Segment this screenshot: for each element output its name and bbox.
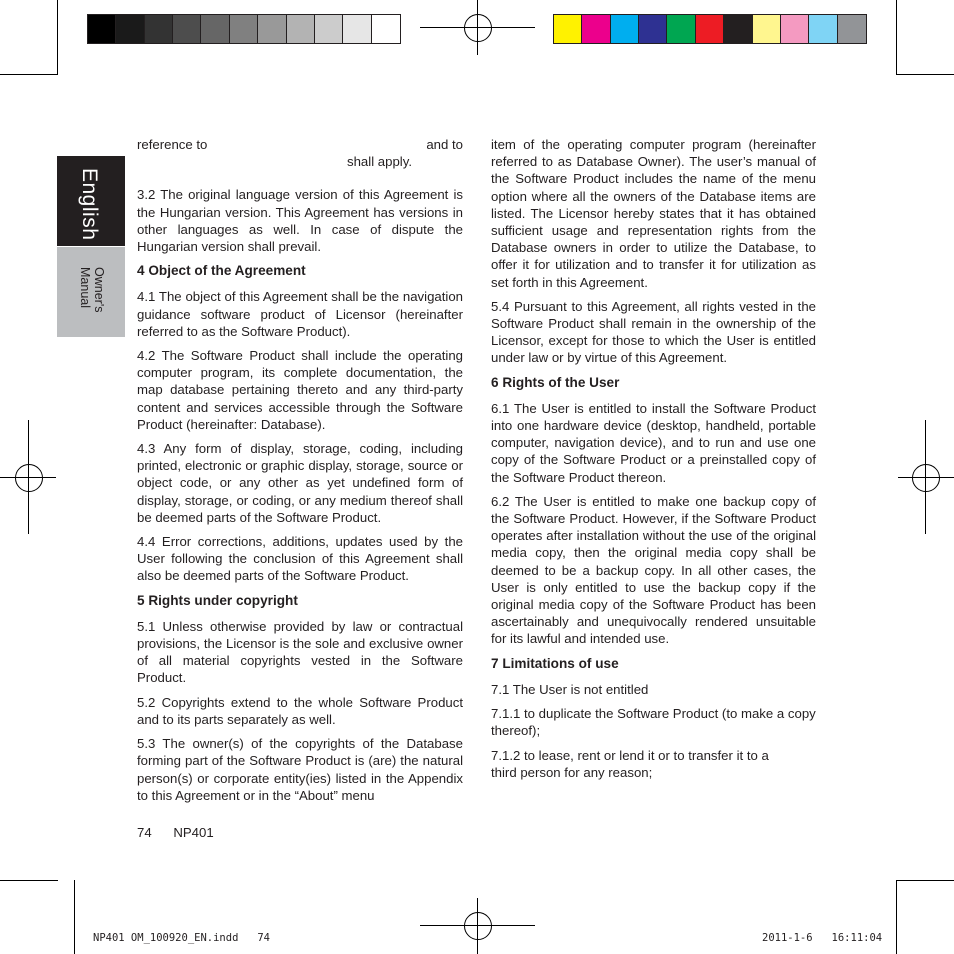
process-swatch	[667, 15, 695, 43]
language-tab-label: English	[78, 168, 101, 241]
left-column	[137, 136, 463, 811]
grayscale-swatch	[343, 15, 371, 43]
process-swatch	[838, 15, 866, 43]
grayscale-color-bar	[87, 14, 401, 44]
intro-line-1-end: and to	[426, 137, 463, 152]
process-color-bar	[553, 14, 867, 44]
paragraph-6-1: 6.1 The User is entitled to install the Software Product into one hardware device (desktop, handheld, portable computer, navigation device), and to run and use one copy of the Software Product or a preinstalled copy of the Software Product thereon.	[491, 400, 816, 485]
crop-mark-top-right-v	[896, 0, 897, 75]
crop-mark-bottom-right-h	[896, 880, 954, 881]
right-column	[491, 136, 816, 788]
process-swatch	[781, 15, 809, 43]
process-swatch	[724, 15, 752, 43]
crop-mark-top-right-h	[896, 74, 954, 75]
page-number: 74	[137, 825, 152, 840]
intro-line-2: shall apply.	[347, 154, 412, 170]
crop-mark-top-left-h	[0, 74, 58, 75]
process-swatch	[809, 15, 837, 43]
paragraph-7-1: 7.1 The User is not entitled	[491, 681, 649, 697]
paragraph-4-2: 4.2 The Software Product shall include the operating computer program, its complete documentation, the map database pertaining thereto and any third-party content and services accessible through the Software Product (hereinafter: Database).	[137, 348, 463, 432]
crop-mark-top-left-v	[57, 0, 58, 75]
grayscale-swatch	[145, 15, 173, 43]
paragraph-5-3-continued: item of the operating computer program (hereinafter referred to as Database Owner). The user’s manual of the Software Product includes the name of the menu option where all the owners of the Database items are listed. The Licensor hereby states that it has obtained sufficient usage and representation rights from the Database owners in order to utilize the Database, to offer it for utilization and to transfer it for utilization as set forth in this Agreement.	[491, 137, 816, 290]
paragraph-4-3: 4.3 Any form of display, storage, coding, including printed, electronic or graphic display, storage, source or object code, or any other as yet undefined form of display, storage, or coding, or any medium thereof shall be deemed parts of the Software Product.	[137, 441, 463, 525]
crop-mark-bottom-left-h	[0, 880, 58, 881]
process-swatch	[554, 15, 582, 43]
paragraph-5-1: 5.1 Unless otherwise provided by law or contractual provisions, the Licensor is the sole and exclusive owner of all material copyrights vested in the Software Product.	[137, 618, 463, 686]
grayscale-swatch	[258, 15, 286, 43]
heading-section-7: 7 Limitations of use	[491, 655, 619, 671]
paragraph-5-3: 5.3 The owner(s) of the copyrights of the Database forming part of the Software Product is (are) the natural person(s) or corporate entity(ies) listed in the Appendix to this Agreement or in the “About” menu	[137, 736, 463, 803]
grayscale-swatch	[173, 15, 201, 43]
section-tab-label: Owner's Manual	[78, 267, 106, 313]
process-swatch	[582, 15, 610, 43]
language-tab	[57, 156, 125, 246]
crop-mark-bottom-right-v	[896, 880, 897, 954]
grayscale-swatch	[315, 15, 343, 43]
paragraph-4-1: 4.1 The object of this Agreement shall be the navigation guidance software product of Licensor (hereinafter referred to as the Software Product).	[137, 289, 463, 339]
paragraph-7-1-1: 7.1.1 to duplicate the Software Product (to make a copy thereof);	[491, 706, 816, 739]
heading-section-6: 6 Rights of the User	[491, 374, 620, 390]
page-footer	[137, 825, 214, 840]
heading-section-4: 4 Object of the Agreement	[137, 263, 306, 279]
slug-timestamp: 2011-1-6 16:11:04	[762, 932, 883, 944]
heading-section-5: 5 Rights under copyright	[137, 592, 298, 608]
model-name: NP401	[173, 825, 214, 840]
grayscale-swatch	[116, 15, 144, 43]
process-swatch	[611, 15, 639, 43]
paragraph-3-2: 3.2 The original language version of this Agreement is the Hungarian version. This Agreement has versions in other languages as well. In case of dispute the Hungarian version shall prevail.	[137, 187, 463, 255]
process-swatch	[639, 15, 667, 43]
paragraph-4-4: 4.4 Error corrections, additions, updates used by the User following the conclusion of this Agreement shall also be deemed parts of the Software Product.	[137, 534, 463, 584]
paragraph-5-4: 5.4 Pursuant to this Agreement, all rights vested in the Software Product shall remain in the ownership of the Licensor, except for those to which the User is entitled under law or by virtue of this Agreement.	[491, 298, 816, 366]
process-swatch	[753, 15, 781, 43]
process-swatch	[696, 15, 724, 43]
paragraph-7-1-2: 7.1.2 to lease, rent or lend it or to transfer it to a third person for any reason;	[491, 747, 769, 780]
paragraph-6-2: 6.2 The User is entitled to make one backup copy of the Software Product. However, if the Software Product operates after installation without the use of the original media copy, then the original media copy shall be deemed to be a backup copy. In all other cases, the User is only entitled to use the backup copy if the original media copy of the Software Product has been ascertainably and unequivocally rendered unsuitable for its lawful and intended use.	[491, 493, 816, 647]
section-tab	[57, 247, 125, 337]
grayscale-swatch	[230, 15, 258, 43]
intro-line-1	[137, 136, 463, 153]
paragraph-5-2: 5.2 Copyrights extend to the whole Software Product and to its parts separately as well.	[137, 694, 463, 727]
grayscale-swatch	[201, 15, 229, 43]
grayscale-swatch	[88, 15, 116, 43]
grayscale-swatch	[372, 15, 400, 43]
grayscale-swatch	[287, 15, 315, 43]
intro-line-1-start: reference to	[137, 137, 208, 152]
slug-file-info: NP401 OM_100920_EN.indd 74	[93, 932, 271, 944]
crop-mark-bottom-left-v	[74, 880, 75, 954]
